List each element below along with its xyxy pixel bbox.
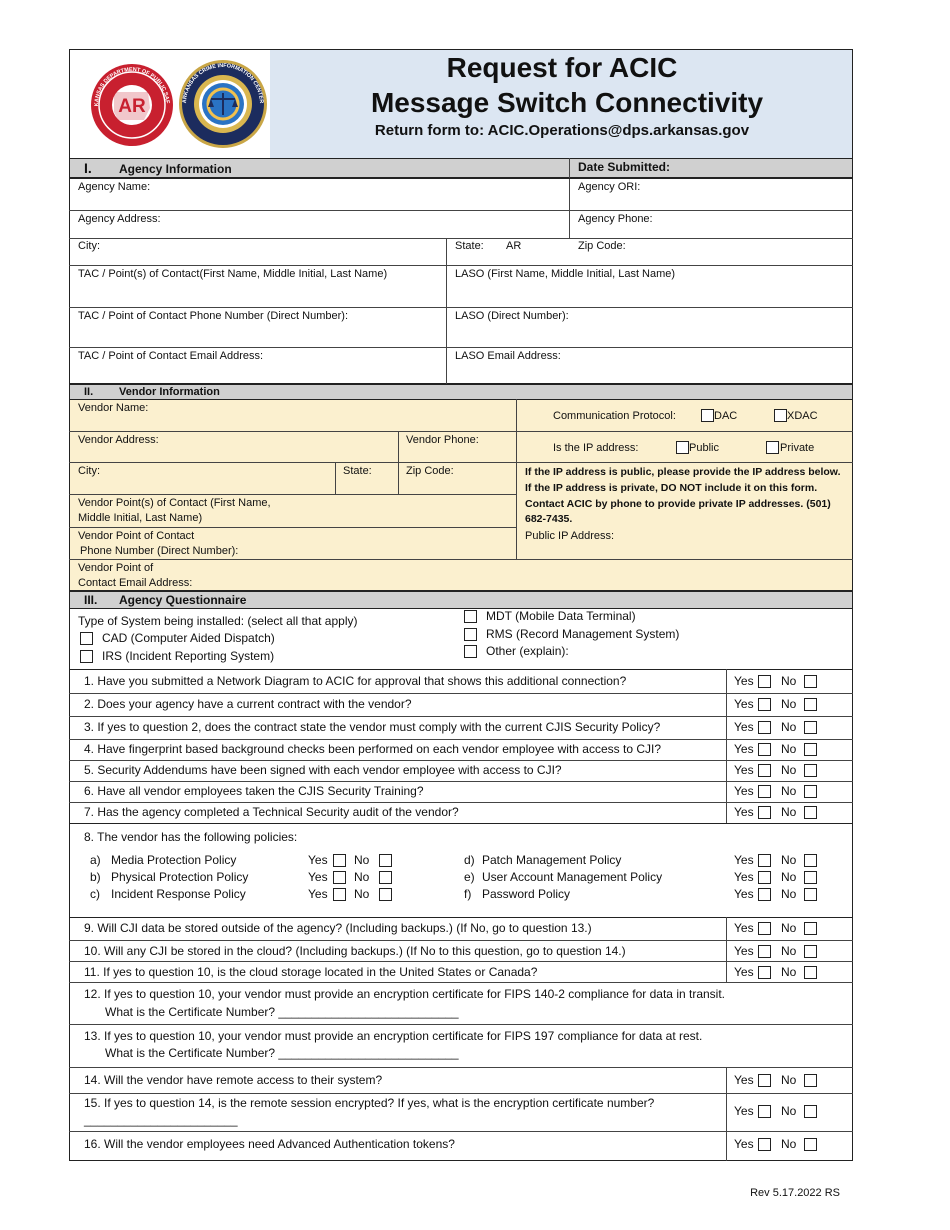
xdac-checkbox[interactable] <box>774 409 787 422</box>
vendor-poc-line1[interactable]: Vendor Point(s) of Contact (First Name, <box>78 497 271 509</box>
laso-phone-field[interactable]: LASO (Direct Number): <box>455 310 569 322</box>
policy-c-name: Incident Response Policy <box>111 887 246 901</box>
private-ip-checkbox[interactable] <box>766 441 779 454</box>
yes-label: Yes <box>308 853 328 867</box>
mdt-checkbox[interactable] <box>464 610 477 623</box>
policy-c-no-checkbox[interactable] <box>379 888 392 901</box>
yes-label: Yes <box>734 965 754 979</box>
vendor-poc-phone-line1[interactable]: Vendor Point of Contact <box>78 530 195 542</box>
section3-number: III. <box>84 593 98 607</box>
dac-checkbox[interactable] <box>701 409 714 422</box>
acic-seal-icon <box>177 59 269 149</box>
yes-label: Yes <box>734 887 754 901</box>
yes-label: Yes <box>734 763 754 777</box>
vendor-name-field[interactable]: Vendor Name: <box>78 402 149 414</box>
agency-city-field[interactable]: City: <box>78 240 100 252</box>
ip-note-line2: If the IP address is private, DO NOT include it on this form. <box>525 482 818 494</box>
form-title-line2: Message Switch Connectivity <box>370 87 764 118</box>
policy-d-yes-checkbox[interactable] <box>758 854 771 867</box>
revision-footer: Rev 5.17.2022 RS <box>750 1187 840 1199</box>
policy-b-letter: b) <box>90 870 101 884</box>
question-13: 13. If yes to question 10, your vendor must provide an encryption certificate for FIPS 197 compliance for data at rest. <box>84 1029 703 1043</box>
irs-label: IRS (Incident Reporting System) <box>102 649 275 663</box>
no-label: No <box>781 742 797 756</box>
yes-label: Yes <box>734 805 754 819</box>
mdt-label: MDT (Mobile Data Terminal) <box>486 609 636 623</box>
section2-title: Vendor Information <box>119 386 220 398</box>
q11-yes-checkbox[interactable] <box>758 966 771 979</box>
vendor-phone-field[interactable]: Vendor Phone: <box>406 434 479 446</box>
question-15: 15. If yes to question 14, is the remote session encrypted? If yes, what is the encryption certificate number? <box>84 1096 655 1110</box>
public-ip-field[interactable]: Public IP Address: <box>525 530 615 542</box>
yes-label: Yes <box>734 784 754 798</box>
question-8: 8. The vendor has the following policies: <box>84 830 298 844</box>
yes-label: Yes <box>734 1073 754 1087</box>
no-label: No <box>781 965 797 979</box>
agency-address-field[interactable]: Agency Address: <box>78 213 161 225</box>
dac-label: DAC <box>714 410 738 422</box>
yes-label: Yes <box>308 887 328 901</box>
q2-yes-checkbox[interactable] <box>758 698 771 711</box>
vendor-zip-field[interactable]: Zip Code: <box>406 465 454 477</box>
no-label: No <box>781 805 797 819</box>
svg-text:ARKANSAS DEPARTMENT OF PUBLIC: KANSAS DEPARTMENT OF PUBLIC SAF <box>93 66 170 107</box>
other-checkbox[interactable] <box>464 645 477 658</box>
yes-label: Yes <box>734 742 754 756</box>
agency-state-value: AR <box>506 240 522 252</box>
public-label: Public <box>689 442 719 454</box>
tac-contact-field[interactable]: TAC / Point(s) of Contact(First Name, Middle Initial, Last Name) <box>78 268 388 280</box>
yes-label: Yes <box>734 944 754 958</box>
arkansas-dps-seal-icon <box>88 62 176 148</box>
q2-no-checkbox[interactable] <box>804 698 817 711</box>
ip-note-line4: 682-7435. <box>525 513 573 525</box>
yes-label: Yes <box>308 870 328 884</box>
no-label: No <box>781 1073 797 1087</box>
policy-f-no-checkbox[interactable] <box>804 888 817 901</box>
section3-title: Agency Questionnaire <box>119 593 247 607</box>
policy-b-no-checkbox[interactable] <box>379 871 392 884</box>
section1-number: I. <box>84 160 92 176</box>
q11-no-checkbox[interactable] <box>804 966 817 979</box>
ip-address-question: Is the IP address: <box>553 442 639 454</box>
policy-b-name: Physical Protection Policy <box>111 870 249 884</box>
question-9: 9. Will CJI data be stored outside of the agency? (Including backups.) (If No, go to question 13.) <box>84 921 592 935</box>
yes-label: Yes <box>734 870 754 884</box>
question-11: 11. If yes to question 10, is the cloud storage located in the United States or Canada? <box>84 965 538 979</box>
no-label: No <box>781 887 797 901</box>
q5-no-checkbox[interactable] <box>804 764 817 777</box>
yes-label: Yes <box>734 674 754 688</box>
svg-text:AR: AR <box>118 96 146 117</box>
vendor-poc-line2: Middle Initial, Last Name) <box>78 512 203 524</box>
q1-no-checkbox[interactable] <box>804 675 817 688</box>
question-2: 2. Does your agency have a current contract with the vendor? <box>84 697 412 711</box>
q10-yes-checkbox[interactable] <box>758 945 771 958</box>
q7-yes-checkbox[interactable] <box>758 806 771 819</box>
q7-no-checkbox[interactable] <box>804 806 817 819</box>
tac-email-field[interactable]: TAC / Point of Contact Email Address: <box>78 350 264 362</box>
ip-note-line1: If the IP address is public, please provide the IP address below. <box>525 466 841 478</box>
q10-no-checkbox[interactable] <box>804 945 817 958</box>
cad-checkbox[interactable] <box>80 632 93 645</box>
no-label: No <box>781 1104 797 1118</box>
no-label: No <box>354 853 370 867</box>
no-label: No <box>781 784 797 798</box>
vendor-email-line2: Contact Email Address: <box>78 577 193 589</box>
tac-phone-field[interactable]: TAC / Point of Contact Phone Number (Direct Number): <box>78 310 349 322</box>
policy-e-yes-checkbox[interactable] <box>758 871 771 884</box>
q12-certificate-field[interactable]: What is the Certificate Number? ___________________________ <box>105 1005 459 1019</box>
policy-d-name: Patch Management Policy <box>482 853 622 867</box>
svg-text:ARKANSAS CRIME INFORMATION CEN: ARKANSAS CRIME INFORMATION CENTER <box>181 62 265 104</box>
policy-d-letter: d) <box>464 853 475 867</box>
question-5: 5. Security Addendums have been signed with each vendor employee with access to CJI? <box>84 763 562 777</box>
yes-label: Yes <box>734 720 754 734</box>
q16-yes-checkbox[interactable] <box>758 1138 771 1151</box>
policy-e-name: User Account Management Policy <box>482 870 663 884</box>
question-7: 7. Has the agency completed a Technical Security audit of the vendor? <box>84 805 459 819</box>
policy-a-no-checkbox[interactable] <box>379 854 392 867</box>
question-12: 12. If yes to question 10, your vendor must provide an encryption certificate for FIPS 140-2 compliance for data in transit. <box>84 987 725 1001</box>
section1-title: Agency Information <box>119 162 232 176</box>
question-3: 3. If yes to question 2, does the contract state the vendor must comply with the current CJIS Security Policy? <box>84 720 661 734</box>
irs-checkbox[interactable] <box>80 650 93 663</box>
vendor-city-field[interactable]: City: <box>78 465 100 477</box>
rms-checkbox[interactable] <box>464 628 477 641</box>
policy-e-letter: e) <box>464 870 475 884</box>
no-label: No <box>781 944 797 958</box>
other-label: Other (explain): <box>486 644 569 658</box>
policy-e-no-checkbox[interactable] <box>804 871 817 884</box>
policy-c-yes-checkbox[interactable] <box>333 888 346 901</box>
vendor-state-field[interactable]: State: <box>343 465 372 477</box>
policy-b-yes-checkbox[interactable] <box>333 871 346 884</box>
vendor-address-field[interactable]: Vendor Address: <box>78 434 159 446</box>
q5-yes-checkbox[interactable] <box>758 764 771 777</box>
q16-no-checkbox[interactable] <box>804 1138 817 1151</box>
policy-f-name: Password Policy <box>482 887 571 901</box>
ip-note-line3: Contact ACIC by phone to provide private IP addresses. (501) <box>525 498 831 510</box>
q14-yes-checkbox[interactable] <box>758 1074 771 1087</box>
section2-number: II. <box>84 386 94 398</box>
xdac-label: XDAC <box>787 410 818 422</box>
no-label: No <box>354 870 370 884</box>
question-4: 4. Have fingerprint based background checks been performed on each vendor employee with access to CJI? <box>84 742 661 756</box>
return-form-email: Return form to: ACIC.Operations@dps.arkansas.gov <box>374 122 750 139</box>
no-label: No <box>781 763 797 777</box>
no-label: No <box>781 921 797 935</box>
policy-c-letter: c) <box>90 887 100 901</box>
question-6: 6. Have all vendor employees taken the CJIS Security Training? <box>84 784 424 798</box>
comm-protocol-label: Communication Protocol: <box>553 410 676 422</box>
policy-f-yes-checkbox[interactable] <box>758 888 771 901</box>
policy-a-name: Media Protection Policy <box>111 853 237 867</box>
cad-label: CAD (Computer Aided Dispatch) <box>102 631 275 645</box>
date-submitted-label: Date Submitted: <box>578 160 671 174</box>
q14-no-checkbox[interactable] <box>804 1074 817 1087</box>
question-1: 1. Have you submitted a Network Diagram to ACIC for approval that shows this additional connection? <box>84 674 627 688</box>
q15-certificate-field[interactable]: _______________________ <box>84 1113 238 1127</box>
policy-a-yes-checkbox[interactable] <box>333 854 346 867</box>
policy-a-letter: a) <box>90 853 101 867</box>
form-title-line1: Request for ACIC <box>446 52 678 83</box>
q6-no-checkbox[interactable] <box>804 785 817 798</box>
q6-yes-checkbox[interactable] <box>758 785 771 798</box>
q1-yes-checkbox[interactable] <box>758 675 771 688</box>
agency-ori-field[interactable]: Agency ORI: <box>578 181 641 193</box>
yes-label: Yes <box>734 921 754 935</box>
agency-name-field[interactable]: Agency Name: <box>78 181 151 193</box>
yes-label: Yes <box>734 697 754 711</box>
agency-state-field[interactable]: State: <box>455 240 484 252</box>
rms-label: RMS (Record Management System) <box>486 627 680 641</box>
no-label: No <box>781 697 797 711</box>
yes-label: Yes <box>734 1104 754 1118</box>
yes-label: Yes <box>734 853 754 867</box>
q4-no-checkbox[interactable] <box>804 743 817 756</box>
no-label: No <box>781 853 797 867</box>
agency-phone-field[interactable]: Agency Phone: <box>578 213 653 225</box>
question-16: 16. Will the vendor employees need Advanced Authentication tokens? <box>84 1137 455 1151</box>
no-label: No <box>781 674 797 688</box>
laso-name-field[interactable]: LASO (First Name, Middle Initial, Last Name) <box>455 268 676 280</box>
q15-yes-checkbox[interactable] <box>758 1105 771 1118</box>
q3-yes-checkbox[interactable] <box>758 721 771 734</box>
question-14: 14. Will the vendor have remote access to their system? <box>84 1073 383 1087</box>
public-ip-checkbox[interactable] <box>676 441 689 454</box>
no-label: No <box>781 870 797 884</box>
q15-no-checkbox[interactable] <box>804 1105 817 1118</box>
q9-no-checkbox[interactable] <box>804 922 817 935</box>
system-type-prompt: Type of System being installed: (select all that apply) <box>78 614 358 628</box>
private-label: Private <box>780 442 815 454</box>
laso-email-field[interactable]: LASO Email Address: <box>455 350 561 362</box>
policy-d-no-checkbox[interactable] <box>804 854 817 867</box>
question-10: 10. Will any CJI be stored in the cloud? (Including backups.) (If No to this question, go to question 14.) <box>84 944 626 958</box>
q3-no-checkbox[interactable] <box>804 721 817 734</box>
q9-yes-checkbox[interactable] <box>758 922 771 935</box>
vendor-poc-phone-line2: Phone Number (Direct Number): <box>80 545 239 557</box>
q13-certificate-field[interactable]: What is the Certificate Number? ___________________________ <box>105 1046 459 1060</box>
agency-zip-field[interactable]: Zip Code: <box>578 240 626 252</box>
q4-yes-checkbox[interactable] <box>758 743 771 756</box>
no-label: No <box>781 1137 797 1151</box>
vendor-email-line1[interactable]: Vendor Point of <box>78 562 154 574</box>
policy-f-letter: f) <box>464 887 472 901</box>
no-label: No <box>781 720 797 734</box>
no-label: No <box>354 887 370 901</box>
yes-label: Yes <box>734 1137 754 1151</box>
